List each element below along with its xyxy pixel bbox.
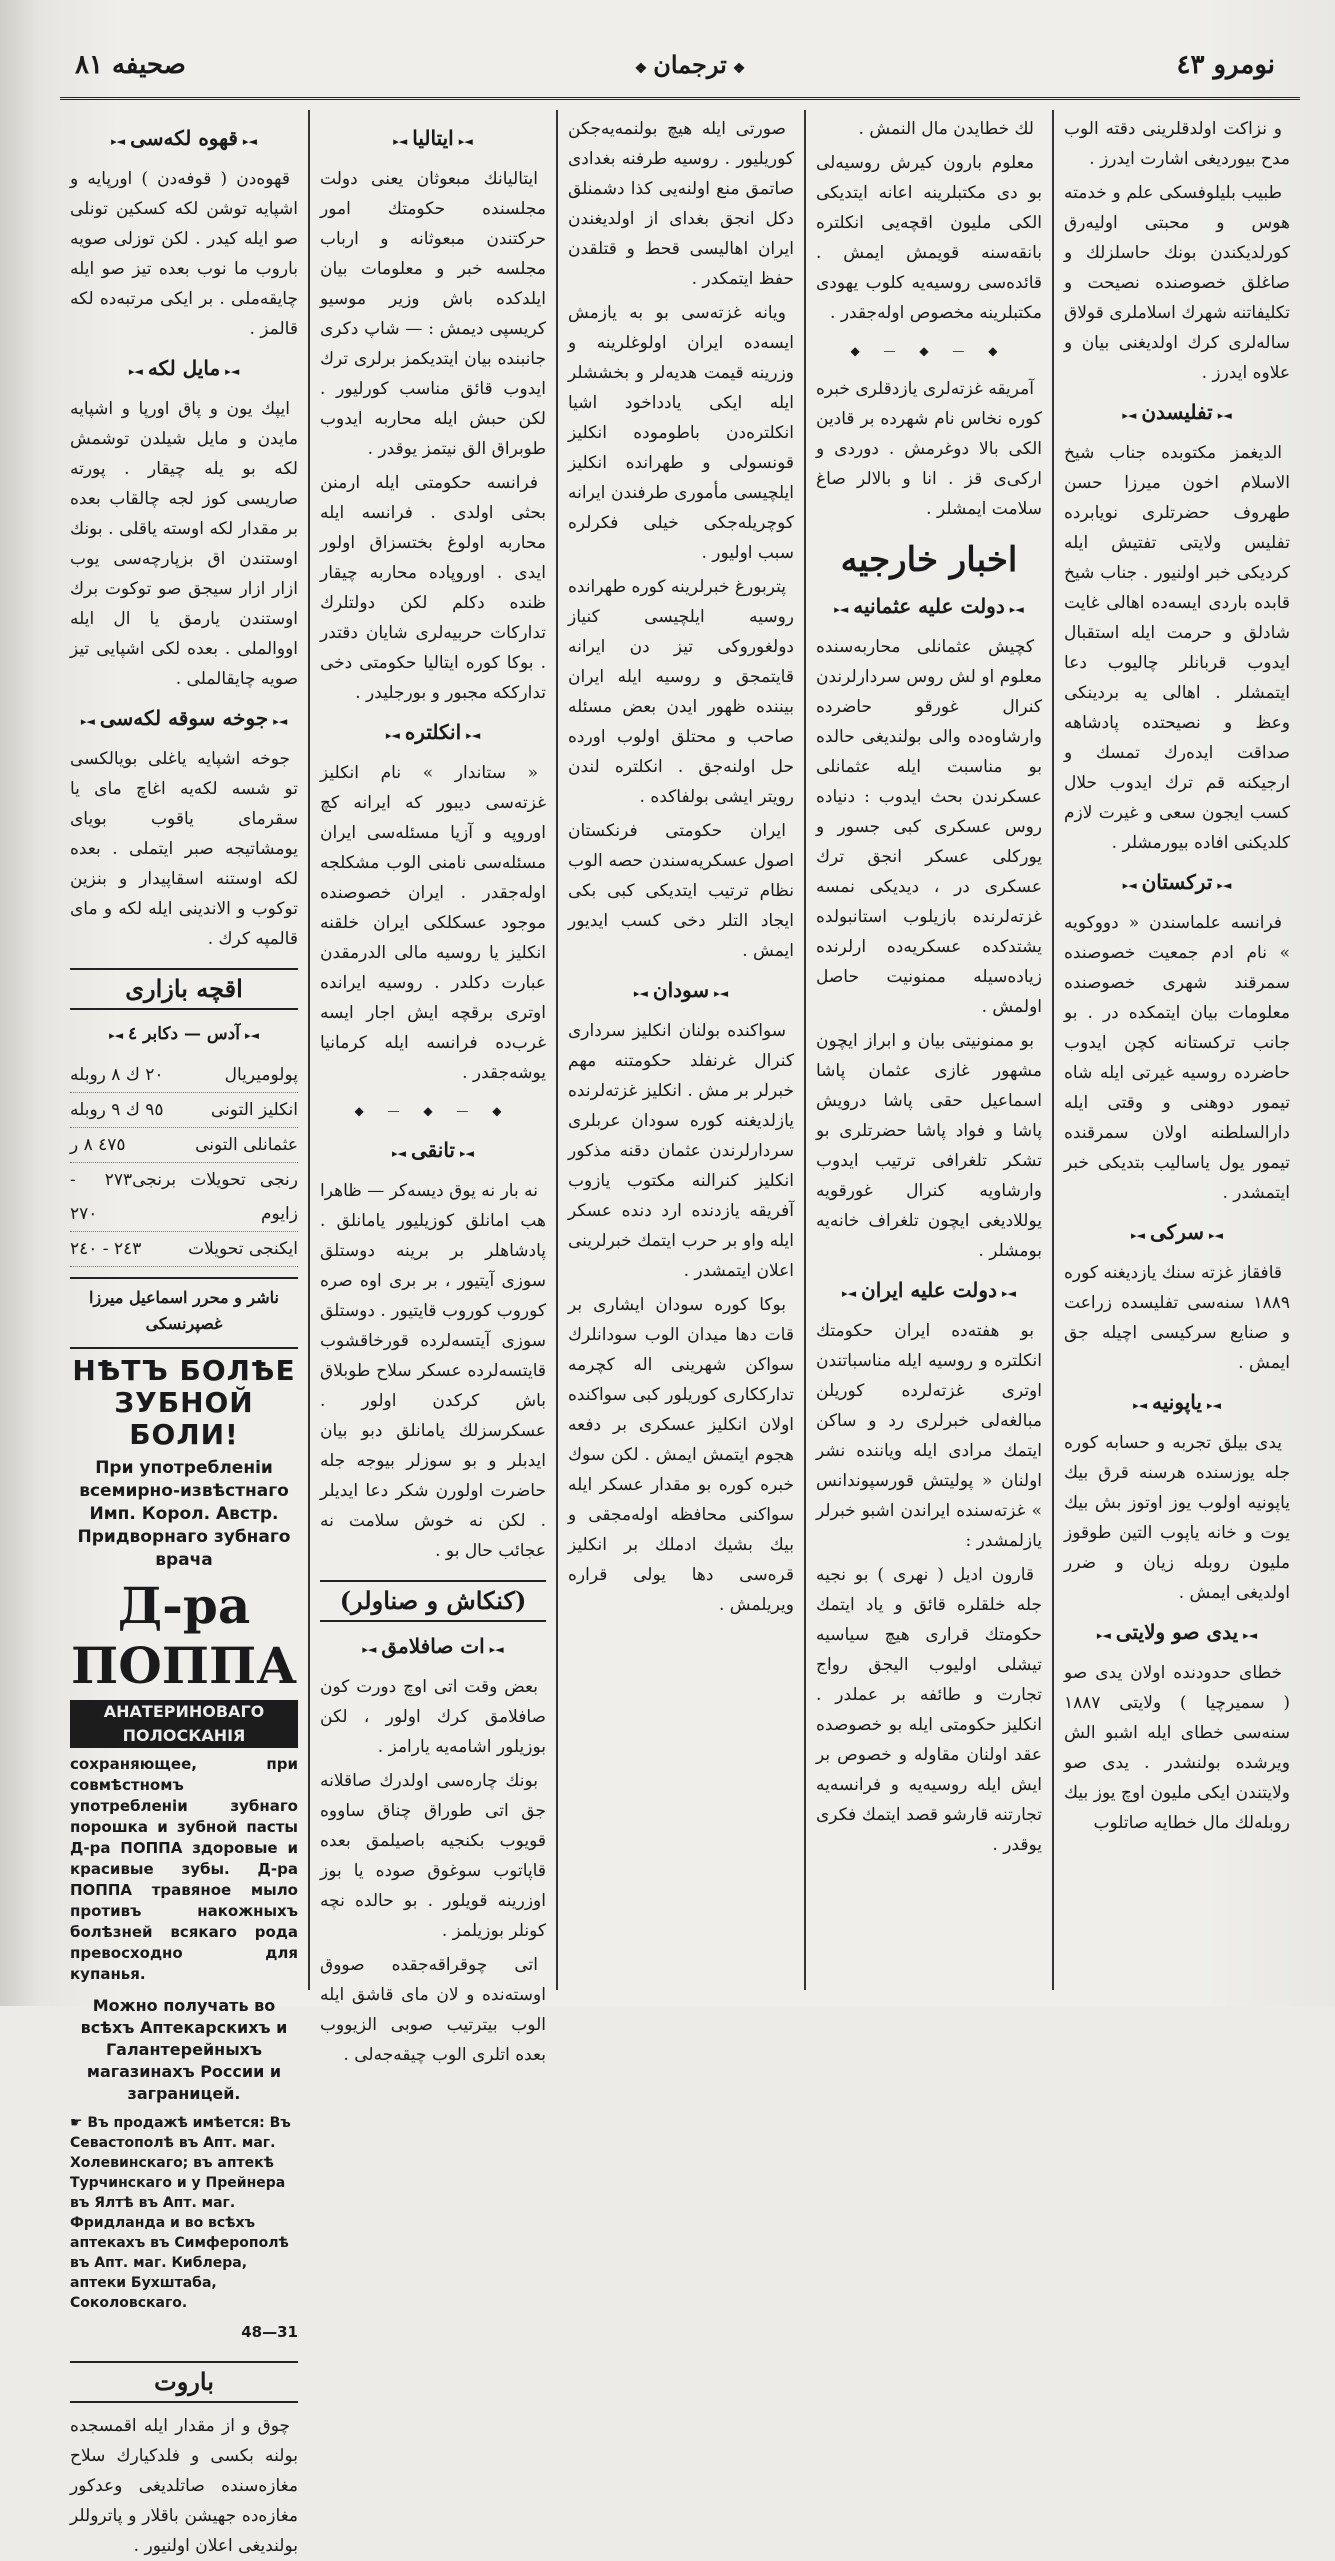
tar-stain-article: جوخه اشپايه ياغلى بويالكسى تو شسه لكه‌يه اغاچ ماى يا سقرماى ياقوب بوياى يومشاتيجه صبر ايتملى . بعده لكه اوستنه اسقاپيدار و بنزين توكوب و الاندينى ايله لكه و ماى قالمپه كرك . bbox=[70, 749, 298, 949]
dental-advertisement bbox=[70, 1347, 298, 2347]
money-market-row: رنجى تحويلات برنجى زايوم ٢٧٣ - ٢٧٠ bbox=[70, 1163, 298, 1232]
england-heading: ◄▸ انكلتره ◄▸ bbox=[320, 718, 546, 750]
foreign-news-heading: اخبار خارجيه bbox=[840, 540, 1018, 580]
ad-availability: Можно получать во всѣхъ Аптекарскихъ и Галантерейныхъ магазинахъ России и заграницей. bbox=[80, 1996, 288, 2103]
ad-number: 48—31 bbox=[241, 2323, 298, 2341]
italy-heading: ◄▸ ايتاليا ◄▸ bbox=[320, 124, 546, 156]
meat-storage-article: بعض وقت اتى اوچ دورت كون صافلامق كرك اولور ، لكن بوزيلور اشامه‌يه يارامز . bbox=[320, 1677, 546, 1757]
advice-heading: (كنكاش و صناولر) bbox=[320, 1580, 546, 1622]
italy-article: ايتاليانك مبعوثان يعنى دولت مجلسنده حكومتك امور حركتندن مبعوثانه و ارباب مجلسه خبر و معلومات بيان ايلدكده باش وزير موسيو كريسپى ديمش : — شاپ دكرى جانبنده بيان ايتديكمز برلرى ترك ايدوب قائق مناسب كورليور . لكن حبش ايله محاربه ايدوب طوبراق الق نيتمز يوقدر . bbox=[320, 169, 546, 459]
column-2-lead: لك خطايدن مال النمش . bbox=[858, 119, 1034, 139]
ottoman-article: كچيش عثمانلى محاربه‌سنده معلوم او لش روس سردارلرندن كنرال غورقو حاضرده وارشاوه‌ده والى بولنديغى حالده بو مناسبت ايله عثمانلى عسكرندن بحث ايدوب : دنياده روس عسكرى كبى جسور و يوركلى عسكر انجق ترك عسكرى در ، ديديكى نمسه غزته‌لرنده بازيلوب استانبولده يشتدكده عسكريه‌ده ارلرنده زياده‌سيله ممنونيت حاصل اولمش . bbox=[816, 637, 1042, 1017]
sudan-heading: ◄▸ سودان ◄▸ bbox=[568, 976, 794, 1008]
section-divider: ◆ — ◆ — ◆ bbox=[354, 1104, 512, 1118]
iran-article: بو هفته‌ده ايران حكومتك انكلتره و روسيه ايله مناسباتندن اوترى غزته‌لرده كوريلن مبالغه‌لى خبرلرى رد و ساكن ايتمك مرادى ايله وياننده نشر اولنان « پوليتش قورسپوندانس » غزته‌سنده ايراندن اشبو خبرلر يازلمشدر : bbox=[816, 1321, 1042, 1551]
ottoman-article-2: بو ممنونيتى بيان و ابراز ايچون مشهور غازى عثمان پاشا اسماعيل حقى پاشا درويش پاشا و فواد پاشا حضرتلرى بو تشكر تلغرافى ترتيب ايدوب وارشاويه كنرال غورقويه يوللاديغى ايچون تلغراف خانه‌يه بومشلر . bbox=[816, 1031, 1042, 1261]
money-market-heading: اقچه بازارى bbox=[70, 968, 298, 1010]
ink-stain-heading: ◄▸ مايل لكه ◄▸ bbox=[70, 354, 298, 386]
masthead bbox=[60, 40, 1300, 100]
column-2-lead-2: معلوم بارون كيرش روسيه‌لى بو دى مكتبلرينه اعانه ايتديكى الكى مليون اقچه‌يى انكلتره بانقه‌سنه قويمش ايمش . قائده‌سى روسيه‌يه كلوب يهودى مكتبلرينه مخصوص اوله‌جقدر . bbox=[816, 153, 1042, 323]
coffee-stain-heading: ◄▸ قهوه لكه‌سى ◄▸ bbox=[70, 124, 298, 156]
petersburg-article: پتربورغ خبرلرينه كوره طهرانده روسيه ايلچيسى كنياز دولغوروكى تيز دن ايرانه قايتمجق و روسيه ايله ايران بيننده ظهور ايدن بعض مسئله صاحب و محتلق اولوب اورده حل اولنه‌جق . انكلتره لندن رويتر ايشى بولفاكده . bbox=[568, 577, 794, 807]
tiflis-article: الديغمز مكتوبده جناب شيخ الاسلام اخون ميرزا حسن طهروف حضرتلرى نويابرده تفليس ولايتى تفتيش ايله كرديكى خبر اولنيور . جناب شيخ قابده باردى ايسه‌ده اهالى غايت شادلق و حرمت ايله استقبال ايدوب قربانلر چاليوب دعا ايتمشلر . اهالى يه بردينكى وعظ و نصيحتده پادشاهه صداقت ايده‌رك تمسك و ارجيكنه قم ترك ايدوب حلال كسب ايجون سعى و غيرت لازم كلديكنى افاده بيورمشلر . bbox=[1064, 443, 1290, 853]
columns-container bbox=[60, 110, 1300, 2556]
column-2 bbox=[804, 110, 1052, 1990]
coffee-stain-article: قهوه‌دن ( قوفه‌دن ) اورپايه و اشپايه توشن لكه كسكين تونلى صو ايله كيدر . لكن توزلى صويه باروب ما نوب بعده تيز صو ايله چايقه‌ملى . بر ايكى مرتبه‌ده لكه قالمز . bbox=[70, 169, 298, 339]
money-market-row: پولوميريال ٢٠ ك ٨ روبله bbox=[70, 1058, 298, 1093]
issue-number-label: نومرو ٤٣ bbox=[1176, 50, 1275, 80]
page-number-label: صحيفه ٨١ bbox=[75, 50, 186, 80]
semirechye-article: خطاى حدودنده اولان يدى صو ( سميرچيا ) ولايتى ١٨٨٧ سنه‌سى خطاى ايله اشبو الش ويرشده بولنشدر . يدى صو ولايتندن ايكى مليون اوچ يوز بيك روبله‌لك مال خطايه صاتلوب bbox=[1064, 1663, 1290, 1833]
semirechye-heading: ◄▸ يدى صو ولايتى ◄▸ bbox=[1064, 1618, 1290, 1650]
money-market-date: ◄▸ آدس — دكابر ٤ ◄▸ bbox=[70, 1020, 298, 1050]
column-3-lead-2: ويانه غزته‌سى بو به يازمش ايسه‌ده ايران اولوغلرينه و وزرينه قيمت هديه‌لر و بخششلر ايله ايكى يادداخود اشيا انكلتره‌دن باطوموده انكليز قونسولى و طهرانده انكليز ايلچيسى مأمورى طرفندن ايرانه كوچريله‌جكى خيلى فكرلره سبب اوليور . bbox=[568, 303, 794, 563]
meat-storage-heading: ◄▸ ات صافلامق ◄▸ bbox=[320, 1632, 546, 1664]
sudan-article: سواكنده بولنان انكليز سردارى كنرال غرنفلد حكومتنه مهم خبرلر بر مش . انكليز غزته‌لرنده يازلديغنه كوره سودان عربلرى سردارلرندن عثمان دقنه مذكور انكليز كنرالنه مكتوب يازوب آفريقه يازدنده ارد دنده عسكر ايله واو بر حرب ايتمك خبرلرينى اعلان ايتمشدر . bbox=[568, 1021, 794, 1281]
publisher-line: ناشر و محرر اسماعيل ميرزا غصپرنسكى bbox=[70, 1277, 298, 1337]
column-1-lead-2: طبيب بليلوفسكى علم و خدمته هوس و محبتى اوليه‌رق كورلديكندن بونك حاسلزلك و صاغلق خصوصنده نصيحت و تكليفاتنه شهرك اسلاملرى قولاق ساله‌لرى كرك اولديغنى بيان و علاوه ايدرز . bbox=[1064, 183, 1290, 383]
tiflis-heading: ◄▸ تفليسدن ◄▸ bbox=[1064, 398, 1290, 430]
sirke-article: قافقاز غزته سنك يازديغنه كوره ١٨٨٩ سنه‌سى تفليسده زراعت و صنايع سركيسى اچيله جق ايمش . bbox=[1064, 1263, 1290, 1373]
ad-subheadline: При употребленiи всемирно-извѣстнаго Имп. Корол. Австр. Придворнаго зубнаго врача bbox=[77, 1458, 291, 1570]
gunpowder-heading: باروت bbox=[70, 2361, 298, 2403]
sirke-heading: ◄▸ سركى ◄▸ bbox=[1064, 1218, 1290, 1250]
japan-article: يدى بيلق تجربه و حسابه كوره جله يوزسنده هرسنه قرق بيك ياپونيه اولوب يوز اوتوز بش بيك يوت و خانه ياپوب التين طوقوز مليون روبله زيان و ضرر اولديغى ايمش . bbox=[1064, 1433, 1290, 1603]
ad-product-band: АНАТЕРИНОВАГО ПОЛОСКАНIЯ bbox=[70, 1700, 298, 1748]
iran-heading: ◄▸ دولت عليه ايران ◄▸ bbox=[816, 1276, 1042, 1308]
turkestan-heading: ◄▸ تركستان ◄▸ bbox=[1064, 868, 1290, 900]
section-divider: ◆ — ◆ — ◆ bbox=[850, 344, 1008, 358]
column-3 bbox=[556, 110, 804, 1990]
money-market-row: ايكنجى تحويلات ٢٤٣ - ٢٤٠ bbox=[70, 1232, 298, 1267]
ad-body: сохраняющее, при совмѣстномъ употребленiи зубнаго порошка и зубной пасты Д-ра ПОППА здоровые и красивые зубы. Д-ра ПОППА травяное мыло противъ накожныхъ болѣзней всякаго рода превосходно для купанья. bbox=[70, 1755, 298, 1983]
ad-stockists: ☛ Въ продажѣ имѣется: Въ Севастополѣ въ Апт. маг. Холевинскаго; въ аптекѣ Турчинскаго и у Прейнера въ Ялтѣ въ Апт. маг. Фридланда и во всѣхъ аптекахъ въ Симферополѣ въ Апт. маг. Киблера, аптеки Бухштаба, Соколовскаго. bbox=[70, 2115, 291, 2311]
meat-storage-article-3: اتى چوقراقه‌جقده صووق اوسته‌نده و لان ماى قاشق ايله الوب بيترتيب صوبى الزيووب بعده اتلرى الوب چيقه‌جه‌لى . bbox=[320, 1955, 546, 2065]
tanka-article: نه بار نه يوق ديسه‌كر — ظاهرا هب امانلق كوزيليور يامانلق . پادشاهلر بر برينه دوستلق سوزى آيتيور ، بر برى اوه صره كوروب كوروب قايتيور . دوستلق سوزى آيتسه‌لرده قورخاقشوب قايتسه‌لرده عسكر سلاح طوبلاق باش كركدن اولور . عسكرسزلك يامانلق دبو بيان ايدبلر و بو سوزلر بيوجه جله حاضرت اولورن شكر دعا ايديلر . لكن نه خوش سلامت نه عجائب حال بو . bbox=[320, 1181, 546, 1561]
tanka-heading: ◄▸ تانقى ◄▸ bbox=[320, 1136, 546, 1168]
meat-storage-article-2: بونك چاره‌سى اولدرك صاقلانه جق اتى طوراق چناق ساووه قويوب بكنجيه باصيلمق بعده قاپاتوب سوغوق صوده يا بوز اوزرينه قويلور . بو حالده نچه كونلر بوزيلمز . bbox=[320, 1771, 546, 1941]
tar-stain-heading: ◄▸ جوخه سوقه لكه‌سى ◄▸ bbox=[70, 704, 298, 736]
ottoman-heading: ◄▸ دولت عليه عثمانيه ◄▸ bbox=[816, 592, 1042, 624]
ad-doctor-name: Д-ра ПОППА bbox=[71, 1576, 297, 1695]
england-article: « ستاندار » نام انكليز غزته‌سى ديبور كه ايرانه كچ اوروپه و آزيا مسئله‌سى ايران مسئله‌سى نامنى الوب مشكلجه اوله‌جقدر . ايران خصوصنده موجود عسكلكى ايران خلقنه انكليز يا روسيه مالى الدرمقدن عبارت دكلدر . روسيه ايرانده اوترى برقچه ايش اجار ايسه غرب‌ده فرانسه ايله كرمانيا يوشه‌جقدر . bbox=[320, 763, 546, 1083]
ad-headline: НѢТЪ БОЛѢЕ ЗУБНОЙ БОЛИ! bbox=[72, 1354, 296, 1451]
japan-heading: ◄▸ ياپونيه ◄▸ bbox=[1064, 1388, 1290, 1420]
money-market-row: انكليز التونى ٩٥ ك ٩ روبله bbox=[70, 1093, 298, 1128]
money-market-row: عثمانلى التونى ٤٧٥ ٨ ر bbox=[70, 1128, 298, 1163]
ink-stain-article: ايپك يون و پاق اورپا و اشپايه مايدن و مايل شيلدن توشمش لكه بو يله چيقار . پورته صاريسى كوز لجه چالقاب بعده بر مقدار لكه اوسته ياقلى . بونك اوستندن اق بزپارچه‌سى يوب ازار ازار سيجق صو توكوت برك اوستندن يارمق يا ال ايله اووالملى . بعده لكى اشپايى تيز صويه چايقالملى . bbox=[70, 399, 298, 689]
column-1-lead: و نزاكت اولدقلرينى دقته الوب مدح بيورديغى اشارت ايدرز . bbox=[1064, 119, 1290, 169]
iran-article-2: قارون اديل ( نهرى ) بو نجيه جله خلقلره قائق و ياد ايتمك حكومتك قرارى هيچ سياسيه تيشلى اوليوب اليجق رواج تجارت و طائفه بر عملدر . انكليز حكومتى ايله بو خصوصده عقد اولنان مقاوله و خصوص بر ايش ايله روسيه‌يه و فرانسه‌يه تجارتنه قارشو قصد ايتمك فكرى يوقدر . bbox=[816, 1565, 1042, 1855]
turkestan-article: فرانسه علماسندن « دووكويه » نام ادم جمعيت خصوصنده سمرقند شهرى خصوصنده معلومات بيان ايتمكده در . بو جانب تركستانه كچن ايدوب حاضرده روسيه غيرتى ايله شاه تيمور دوهنى و وقتى ايله دارالسلطنه اولان سمرقنده تيمور يول ياساليب بتديكى خبر ايتمشدر . bbox=[1064, 913, 1290, 1203]
money-market-table bbox=[70, 1058, 298, 1267]
iran-government-article: ايران حكومتى فرنكستان اصول عسكريه‌سندن حصه الوب نظام ترتيب ايتديكى كبى بكى ايجاد التلر دخى كسب ايديور ايمش . bbox=[568, 821, 794, 961]
column-5 bbox=[60, 110, 308, 2556]
america-article: آمريقه غزته‌لرى يازدقلرى خبره كوره نخاس نام شهرده بر قادين الكى بالا دوغرمش . دوردى و اركى‌ى قز . انا و بالالر صاغ سلامت ايمشلر . bbox=[816, 379, 1042, 519]
italy-article-2: فرانسه حكومتى ايله ارمنن بحثى اولدى . فرانسه ايله محاربه اولوغ بختسزاق اولور ايدى . اوروپاده محاربه چيقار ظنده دكلم لكن دولتلرك تداركات حربيه‌لرى شايان دقتدر . بوكا كوره ايتاليا حكومتى دخى تدارككه مجبور و بورجليدر . bbox=[320, 473, 546, 703]
column-3-lead: صورتى ايله هيچ بولنمه‌يه‌جكن كوريليور . روسيه طرفنه بغدادى صاتمق منع اولنه‌يى كذا دشمنلق دكل انجق بغداى از اولديغندن ايران اهاليسى قحط و قتلقدن حفظ ايتمكدر . bbox=[568, 119, 794, 289]
column-1 bbox=[1052, 110, 1300, 1990]
gunpowder-article: چوق و از مقدار ايله اقمسجده بولنه بكسى و فلدكيارك سلاح مغازه‌سنده صاتلديغى وعدكور مغازه‌ده جهيشن باقلار و پاتروللر بولنديغى اعلان اولنيور . bbox=[70, 2416, 298, 2556]
header-rule bbox=[60, 97, 1300, 100]
column-4 bbox=[308, 110, 556, 2065]
sudan-article-2: بوكا كوره سودان ايشارى بر قات دها ميدان الوب سودانلرك سواكن شهرينى اله كچرمه تدارككارى كوريلور كبى سواكنده اولان انكليز عسكرى بر دفعه هجوم ايتمش ايمش . لكن سوك خبره كوره بو مقدار عسكر ايله سواكنى محافظه اوله‌مجقى و بيك بشيك ادملك بر انكليز قره‌سى دها يولى قراره ويريلمش . bbox=[568, 1295, 794, 1615]
newspaper-title: ❖ ترجمان ❖ bbox=[620, 50, 760, 79]
